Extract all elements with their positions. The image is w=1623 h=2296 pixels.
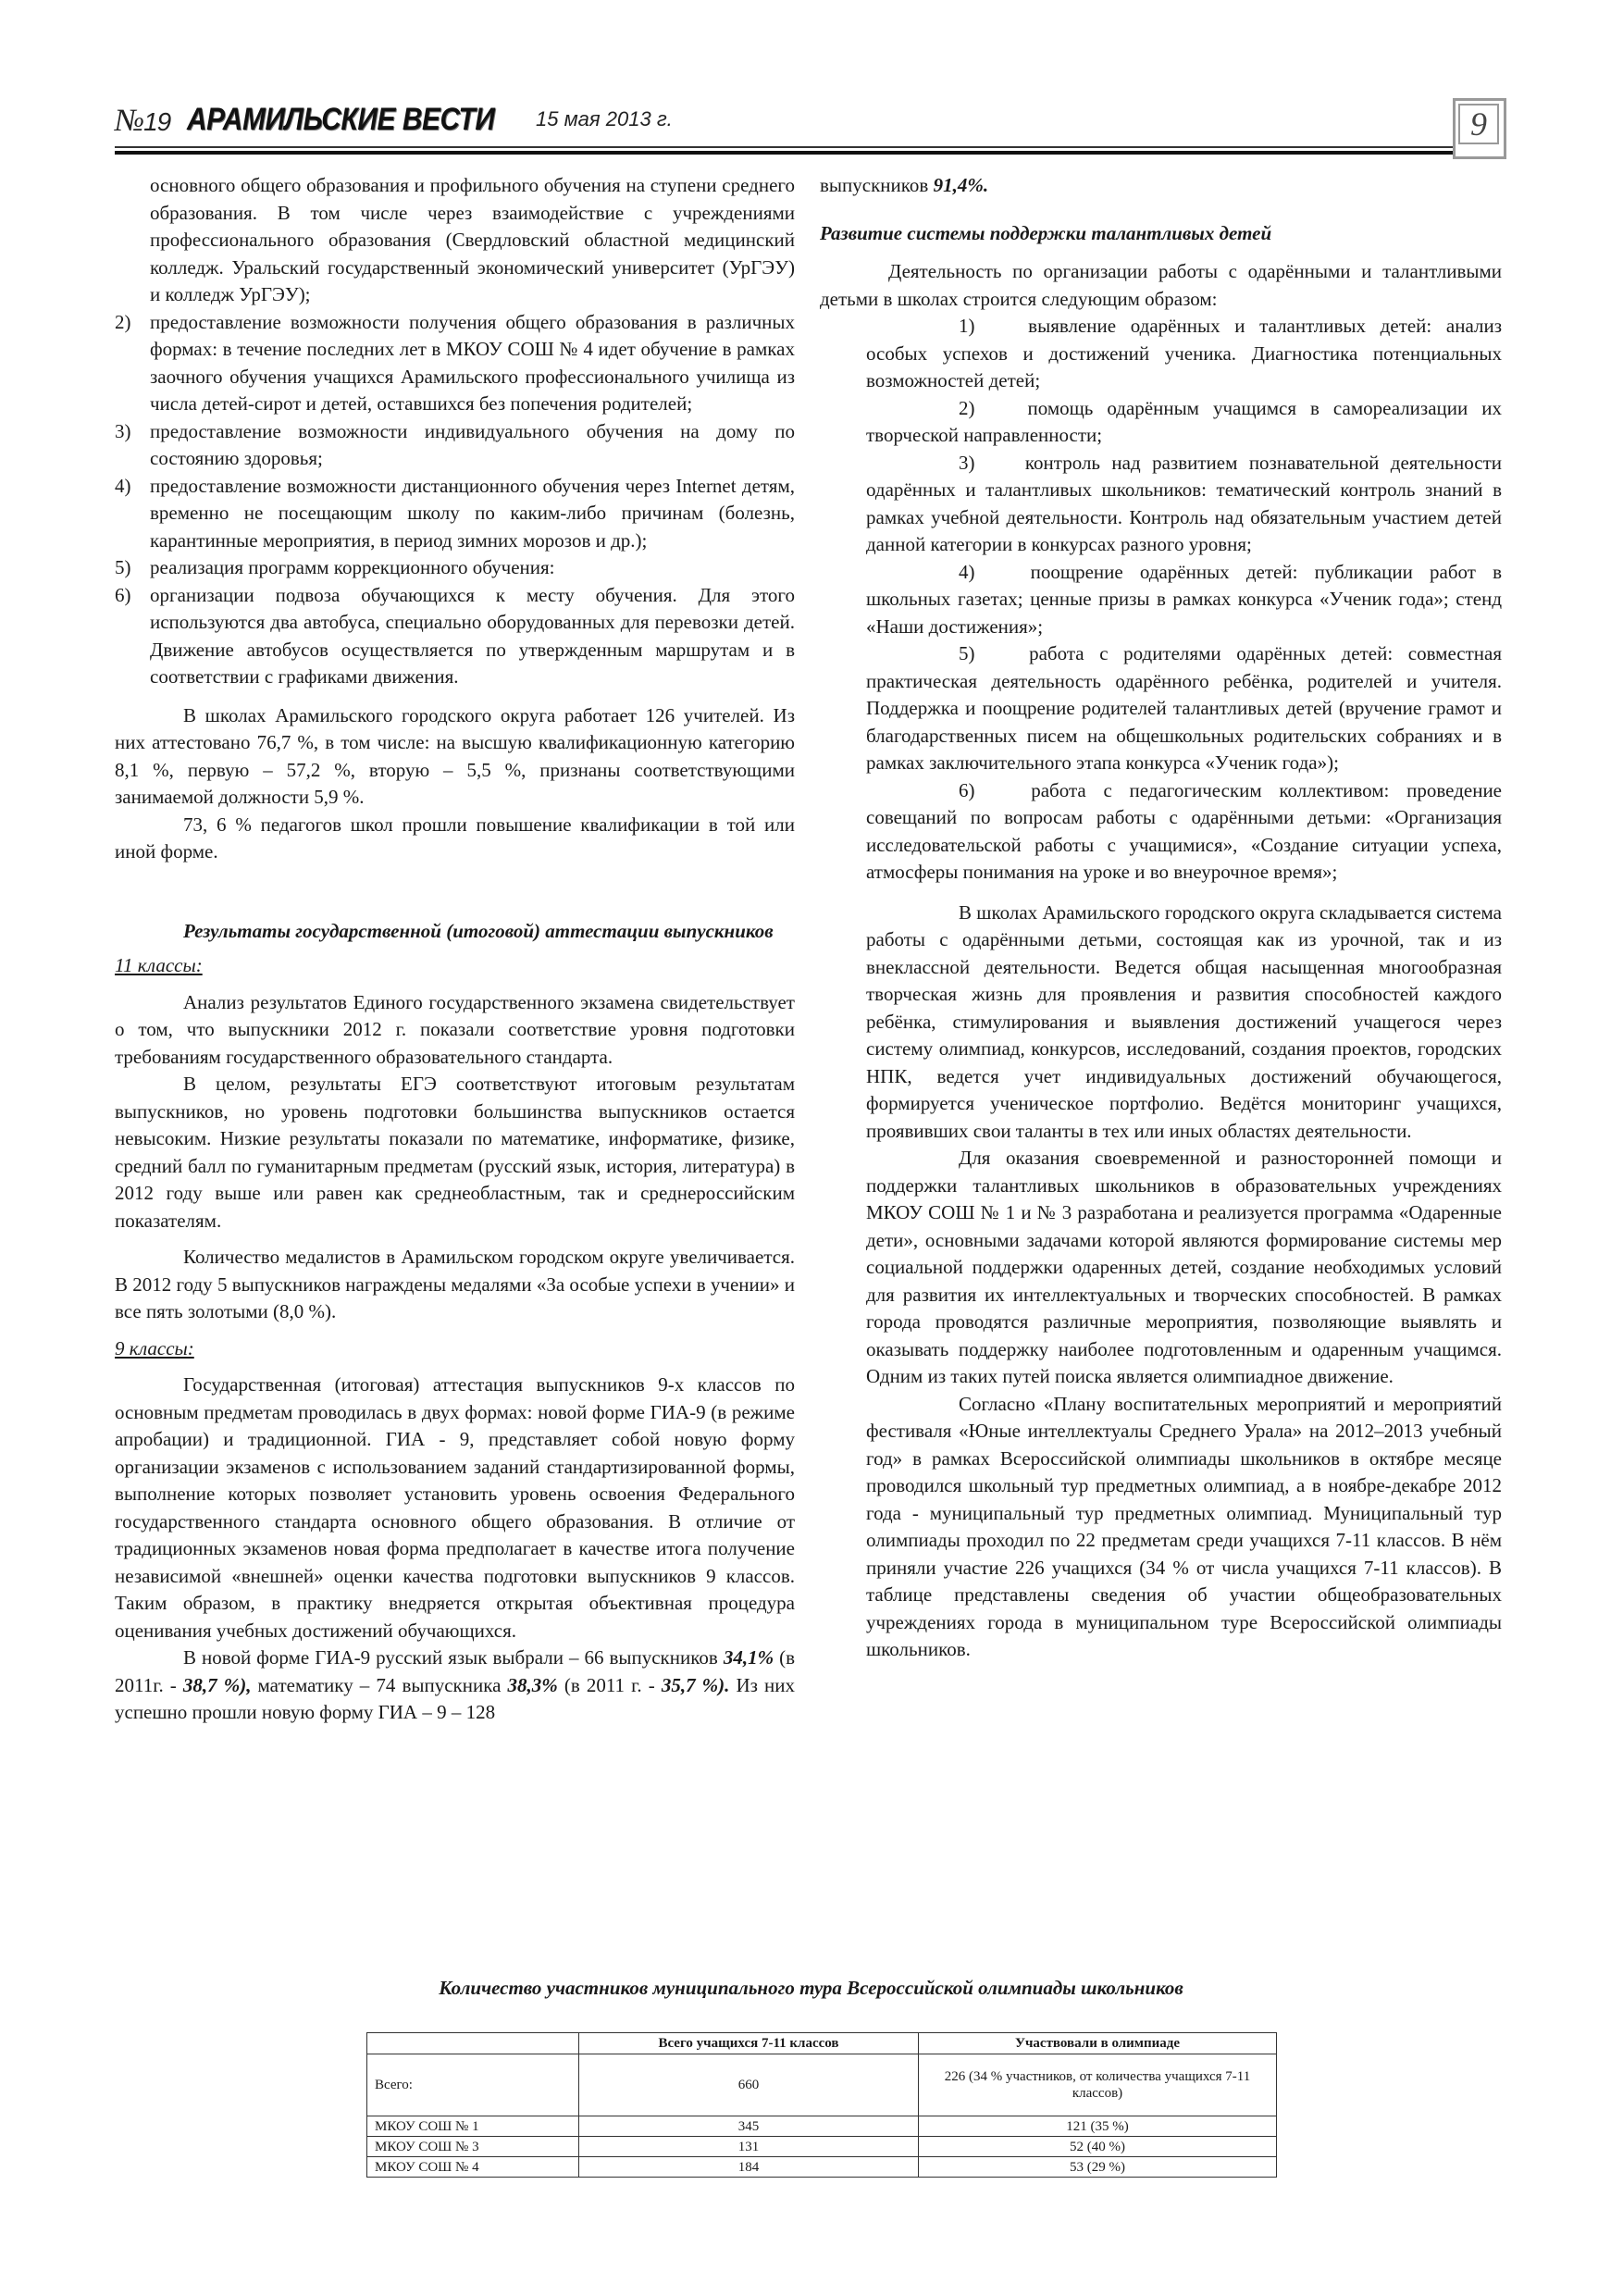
page-number-box	[1453, 98, 1506, 159]
list-item: 6) работа с педагогическим коллективом: проведение совещаний по вопросам работы с одарёнными детьми: «Организация исследовательской работы с учащимися», «Создание ситуации успеха, атмосферы понимания на уроке и во внеурочное время»;	[866, 778, 1503, 883]
continuation-line: выпускников 91,4%.	[820, 174, 989, 196]
teachers-paragraph: В школах Арамильского городского округа работает 126 учителей. Из них аттестовано 76,7 %, в том числе: на высшую квалификационную категорию 8,1 %, первую – 57,2 %, вторую – 5,5 %, признаны соответствующими занимаемой должности 5,9 %.	[115, 703, 795, 808]
table-cell: 345	[579, 2116, 919, 2137]
grade11-paragraph-2: В целом, результаты ЕГЭ соответствуют итоговым результатам выпускников, но уровень подготовки большинства выпускников остается невысоким. Низкие результаты показали по математике, информатике, физике, средний балл по гуманитарным предметам (русский язык, история, литература) в 2012 году выше или равен как среднеобластным, так и среднероссийским показателям.	[115, 1073, 795, 1232]
table-cell: 53 (29 %)	[919, 2157, 1277, 2178]
grade11-paragraph-3: Количество медалистов в Арамильском городском округе увеличивается. В 2012 году 5 выпускников награждены медалями «За особые успехи в учении» и все пять золотыми (8,0 %).	[115, 1246, 795, 1322]
section-heading-attestation: Результаты государственной (итоговой) аттестации выпускников	[183, 919, 774, 942]
qualification-paragraph: 73, 6 % педагогов школ прошли повышение квалификации в той или иной форме.	[115, 813, 795, 863]
table-row	[367, 2116, 1277, 2137]
list-item: 2) помощь одарённым учащимся в самореализации их творческой направленности;	[866, 396, 1502, 446]
left-column	[115, 172, 795, 1727]
table-row	[367, 2137, 1277, 2157]
table-header-row	[367, 2033, 1277, 2054]
grade11-label: 11 классы:	[115, 954, 203, 976]
system-paragraph: В школах Арамильского городского округа складывается система работы с одарёнными детьми, состоящая как из урочной, так и из внеклассной деятельности. Ведется общая насыщенная многообразная творческая жизнь для проявления и развития способностей каждого ребёнка, стимулирования и выявления достижений учащегося через систему олимпиад, конкурсов, исследований, создания проектов, городских НПК, ведется учет индивидуальных достижений обучающегося, формируется ученическое портфолио. Ведётся мониторинг учащихся, проявивших свои таланты в тех или иных областях деятельности.	[866, 900, 1502, 1142]
table-row	[367, 2157, 1277, 2178]
list-item: 3) предоставление возможности индивидуального обучения на дому по состоянию здоровья;	[115, 419, 795, 469]
list-item: 4) предоставление возможности дистанционного обучения через Internet детям, временно не посещающим школу по каким-либо причинам (болезнь, карантинные мероприятия, в период зимних морозов и др.);	[115, 474, 795, 552]
page-number: 9	[1458, 104, 1499, 144]
olympiad-participants-table	[366, 2032, 1277, 2178]
intro-continuation: основного общего образования и профильного обучения на ступени среднего образования. В том числе через взаимодействие с учреждениями профессионального образования (Свердловский областной медицинский колледж. Уральский государственный экономический университет (УрГЭУ) и колледж УрГЭУ);	[150, 174, 795, 305]
header-rule-thin	[115, 146, 1455, 148]
section-heading-talented: Развитие системы поддержки талантливых детей	[820, 221, 1272, 244]
table-cell: МКОУ СОШ № 3	[367, 2137, 579, 2157]
table-cell: 660	[579, 2054, 919, 2116]
olympiad-paragraph: Согласно «Плану воспитательных мероприятий и мероприятий фестиваля «Юные интеллектуалы Среднего Урала» на 2012–2013 учебный год» в рамках Всероссийской олимпиады школьников в октябре месяце проводился школьный тур предметных олимпиад, а в ноябре-декабре 2012 года - муниципальный тур предметных олимпиад. Муниципальный тур олимпиады проходил по 22 предметам среди учащихся 7-11 классов. В нём приняли участие 226 учащихся (34 % от числа учащихся 7-11 классов). В таблице представлены сведения об участии общеобразовательных учреждениях города в муниципальном туре Всероссийской олимпиады школьников.	[866, 1392, 1502, 1660]
table-cell: МКОУ СОШ № 4	[367, 2157, 579, 2178]
list-item: 2) предоставление возможности получения общего образования в различных формах: в течение последних лет в МКОУ СОШ № 4 идет обучение в рамках заочного обучения учащихся Арамильского профессионального училища из числа детей-сирот и детей, оставшихся без попечения родителей;	[115, 310, 795, 415]
list-item: 5) работа с родителями одарённых детей: совместная практическая деятельность одарённого ребёнка, родителей и учителя. Поддержка и поощрение родителей талантливых детей (вручение грамот и благодарственных писем на общешкольных родительских собраниях и в рамках заключительного этапа конкурса «Ученик года»);	[866, 642, 1502, 774]
table-cell: Всего:	[367, 2054, 579, 2116]
list-item: 6) организации подвоза обучающихся к месту обучения. Для этого используются два автобуса, специально оборудованных для перевозки детей. Движение автобусов осуществляется по утвержденным маршрутам и в соответствии с графиками движения.	[115, 583, 795, 688]
grade9-paragraph-2: В новой форме ГИА-9 русский язык выбрали – 66 выпускников 34,1% (в 2011г. - 38,7 %), математику – 74 выпускника 38,3% (в 2011 г. - 35,7 %). Из них успешно прошли новую форму ГИА – 9 – 128	[115, 1646, 795, 1723]
table-caption: Количество участников муниципального тура Всероссийской олимпиады школьников	[439, 1977, 1183, 1999]
table-cell: 184	[579, 2157, 919, 2178]
school-options-list	[115, 309, 795, 691]
grade9-paragraph-1: Государственная (итоговая) аттестация выпускников 9-х классов по основным предметам проводилась в двух формах: новой форме ГИА-9 (в режиме апробации) и традиционной. ГИА - 9, представляет собой новую форму организации экзаменов с использованием заданий стандартизированной формы, выполнение которых позволяет установить уровень освоения Федерального государственного стандарта основного общего образования. В отличие от традиционных экзаменов новая форма предполагает в качестве итога получение независимой «внешней» оценки качества подготовки выпускников 9 классов. Таким образом, в практику внедряется открытая объективная процедура оценивания учебных достижений обучающихся.	[115, 1373, 795, 1642]
list-item: 4) поощрение одарённых детей: публикации работ в школьных газетах; ценные призы в рамках конкурса «Ученик года»; стенд «Наши достижения»;	[866, 560, 1502, 638]
header-rule-thick	[115, 151, 1455, 155]
list-item: 5) реализация программ коррекционного обучения:	[115, 556, 555, 578]
issue-number	[115, 104, 170, 139]
table-cell: 226 (34 % участников, от количества учащихся 7-11 классов)	[919, 2054, 1277, 2116]
masthead	[115, 100, 1503, 146]
newspaper-title: АРАМИЛЬСКИЕ ВЕСТИ	[187, 102, 495, 137]
talented-intro: Деятельность по организации работы с одарёнными и талантливыми детьми в школах строится следующим образом:	[820, 260, 1502, 310]
issue-number-value: 19	[143, 107, 171, 136]
issue-prefix: №	[115, 104, 144, 138]
column-header	[367, 2033, 579, 2054]
right-column	[820, 172, 1502, 1664]
table-cell: 52 (40 %)	[919, 2137, 1277, 2157]
table-cell: МКОУ СОШ № 1	[367, 2116, 579, 2137]
table-cell: 131	[579, 2137, 919, 2157]
grade11-paragraph-1: Анализ результатов Единого государственного экзамена свидетельствует о том, что выпускники 2012 г. показали соответствие уровня подготовки требованиям государственного образовательного стандарта.	[115, 990, 795, 1068]
grade9-label: 9 классы:	[115, 1336, 194, 1359]
list-item: 3) контроль над развитием познавательной деятельности одарённых и талантливых школьников: тематический контроль знаний в рамках учебной деятельности. Контроль над обязательным участием детей данной категории в конкурсах разного уровня;	[866, 451, 1502, 555]
table-cell: 121 (35 %)	[919, 2116, 1277, 2137]
table-row	[367, 2054, 1277, 2116]
list-item: 1) выявление одарённых и талантливых детей: анализ особых успехов и достижений ученика. Диагностика потенциальных возможностей детей;	[866, 315, 1502, 391]
column-header: Участвовали в олимпиаде	[919, 2033, 1277, 2054]
issue-date: 15 мая 2013 г.	[536, 107, 673, 130]
program-paragraph: Для оказания своевременной и разносторонней помощи и поддержки талантливых школьников в образовательных учреждениях МКОУ СОШ № 1 и № 3 разработана и реализуется программа «Одаренные дети», основными задачами которой являются формирование системы мер социальной поддержки одаренных детей, создание необходимых условий для развития их интеллектуальных и творческих способностей. В рамках города проводятся различные мероприятия, позволяющие выявлять и оказывать поддержку наиболее подготовленным и одаренным учащимся. Одним из таких путей поиска является олимпиадное движение.	[866, 1147, 1502, 1387]
column-header: Всего учащихся 7-11 классов	[579, 2033, 919, 2054]
talented-measures-list	[820, 313, 1502, 1664]
